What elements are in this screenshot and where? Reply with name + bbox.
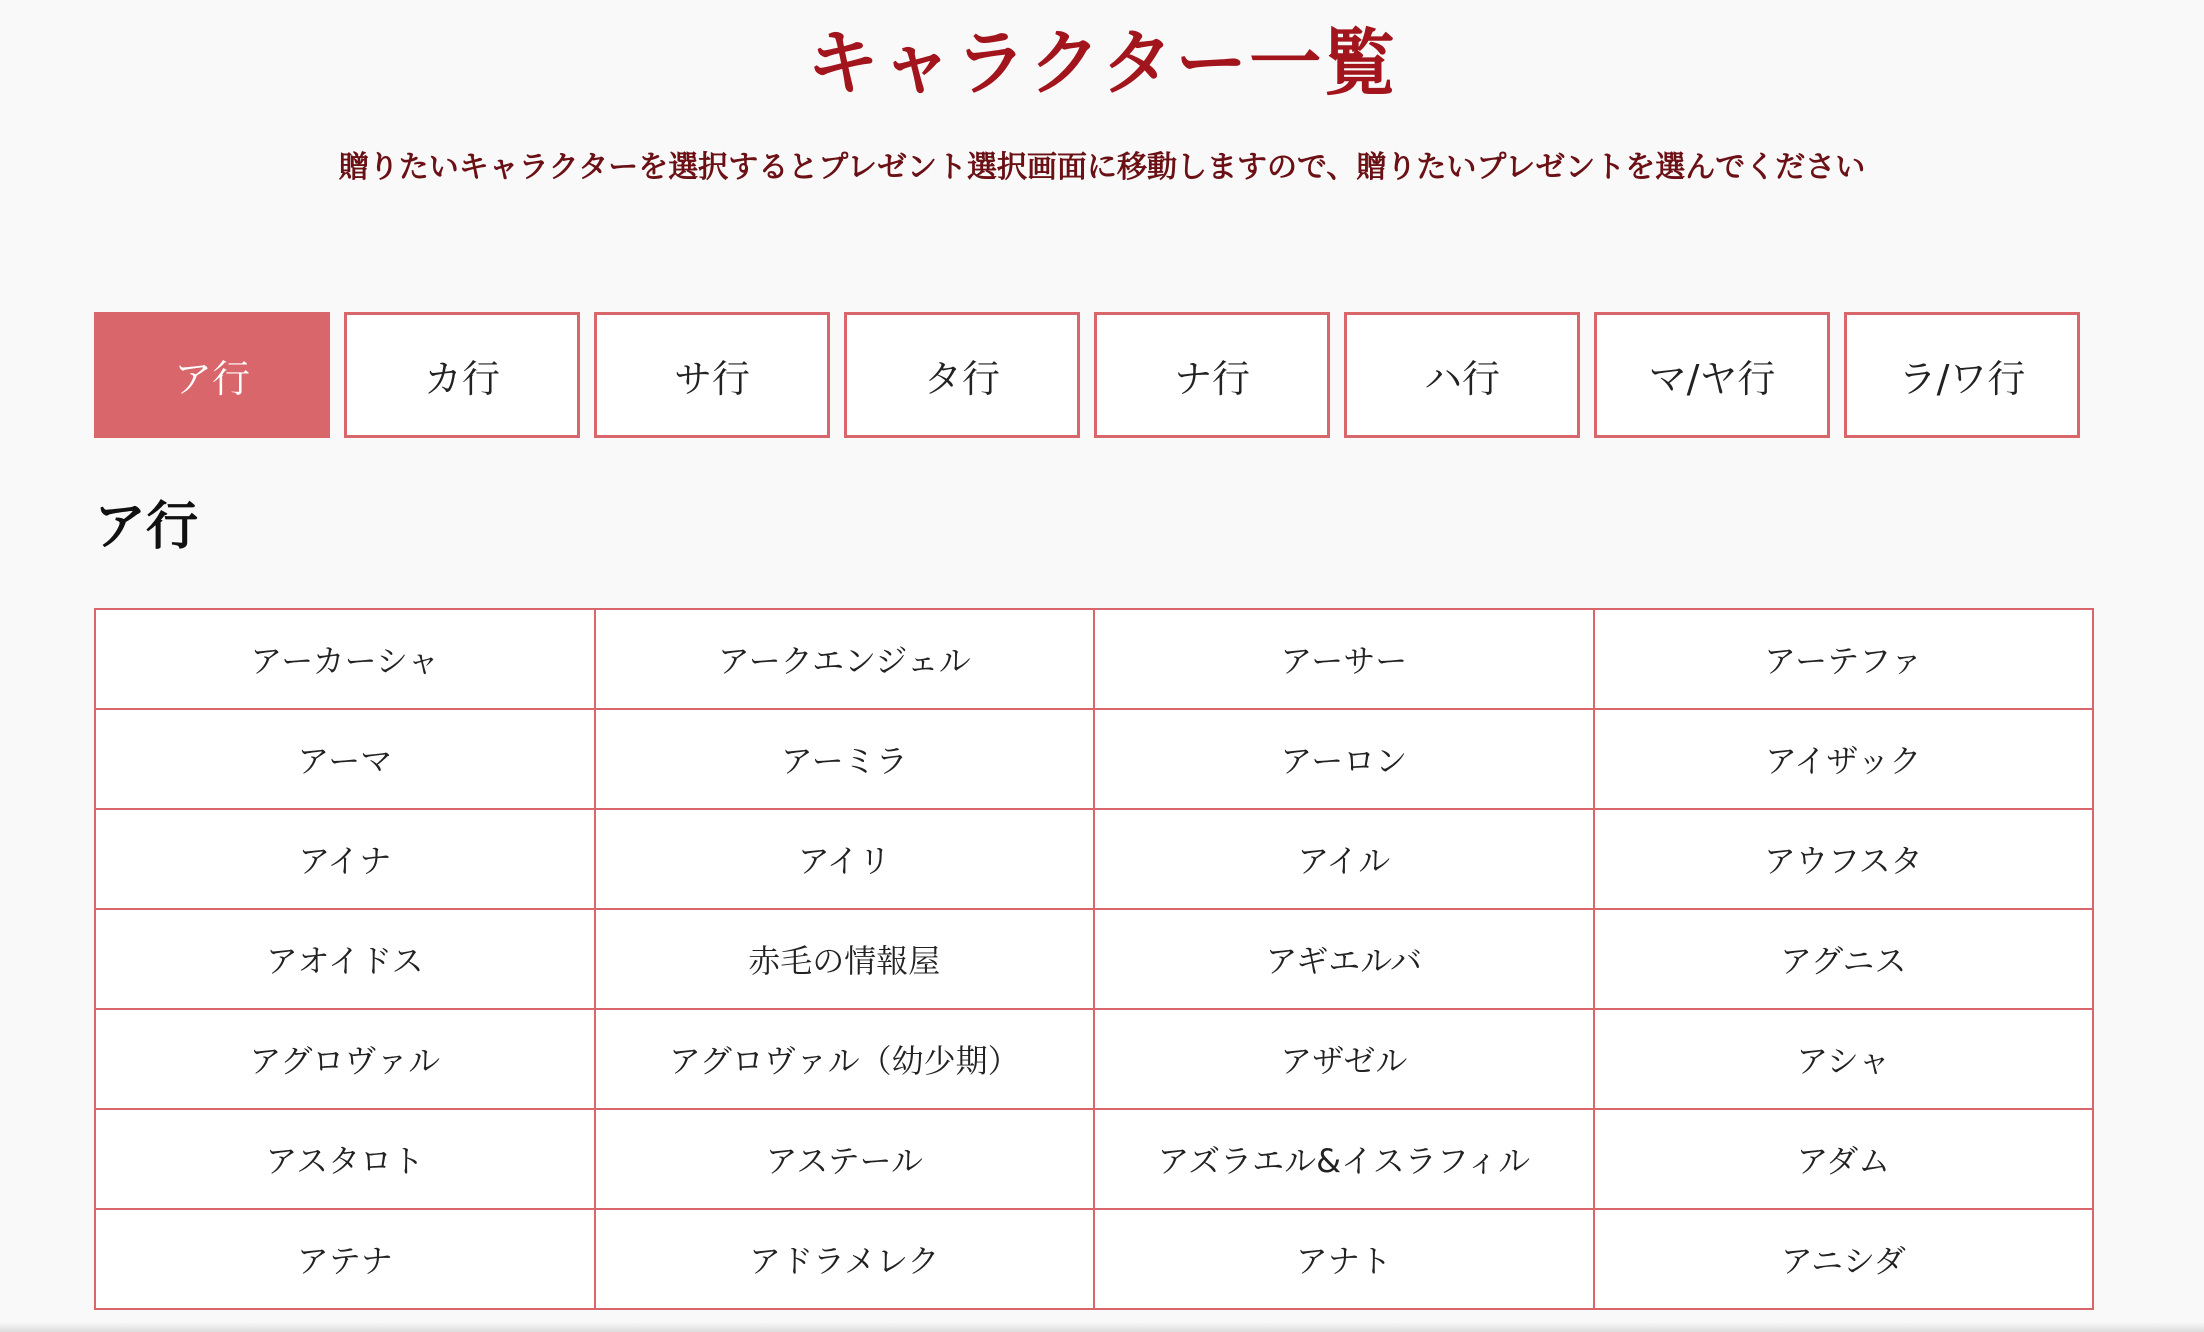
character-cell[interactable]: アグニス — [1594, 909, 2094, 1009]
tab-ma-ya-row[interactable]: マ/ヤ行 — [1594, 312, 1830, 438]
character-cell[interactable]: アステール — [595, 1109, 1095, 1209]
page-title: キャラクター一覧 — [806, 20, 1398, 105]
table-row — [95, 909, 2093, 1009]
character-cell[interactable]: アーマ — [95, 709, 595, 809]
character-cell[interactable]: アテナ — [95, 1209, 595, 1309]
character-cell[interactable]: アシャ — [1594, 1009, 2094, 1109]
table-row — [95, 809, 2093, 909]
section-heading: ア行 — [94, 497, 199, 557]
character-cell[interactable]: アーロン — [1094, 709, 1594, 809]
table-row — [95, 1109, 2093, 1209]
tab-a-row[interactable]: ア行 — [94, 312, 330, 438]
character-cell[interactable]: アギエルバ — [1094, 909, 1594, 1009]
character-cell[interactable]: アーカーシャ — [95, 609, 595, 709]
character-cell[interactable]: アイナ — [95, 809, 595, 909]
tab-ha-row[interactable]: ハ行 — [1344, 312, 1580, 438]
character-cell[interactable]: アーサー — [1094, 609, 1594, 709]
character-cell[interactable]: アークエンジェル — [595, 609, 1095, 709]
character-cell[interactable]: アズラエル&イスラフィル — [1094, 1109, 1594, 1209]
character-cell[interactable]: アイザック — [1594, 709, 2094, 809]
table-row — [95, 1209, 2093, 1309]
table-row — [95, 609, 2093, 709]
table-row — [95, 1009, 2093, 1109]
character-cell[interactable]: アスタロト — [95, 1109, 595, 1209]
character-cell[interactable]: アーテファ — [1594, 609, 2094, 709]
tab-na-row[interactable]: ナ行 — [1094, 312, 1330, 438]
character-cell[interactable]: アダム — [1594, 1109, 2094, 1209]
character-cell[interactable]: アイリ — [595, 809, 1095, 909]
character-cell[interactable]: 赤毛の情報屋 — [595, 909, 1095, 1009]
character-cell[interactable]: アーミラ — [595, 709, 1095, 809]
bottom-scroll-shadow — [0, 1322, 2204, 1332]
character-cell[interactable]: アナト — [1094, 1209, 1594, 1309]
character-cell[interactable]: アウフスタ — [1594, 809, 2094, 909]
character-cell[interactable]: アグロヴァル — [95, 1009, 595, 1109]
character-cell[interactable]: アニシダ — [1594, 1209, 2094, 1309]
character-cell[interactable]: アドラメレク — [595, 1209, 1095, 1309]
table-row — [95, 709, 2093, 809]
tab-sa-row[interactable]: サ行 — [594, 312, 830, 438]
character-cell[interactable]: アオイドス — [95, 909, 595, 1009]
tab-ka-row[interactable]: カ行 — [344, 312, 580, 438]
character-cell[interactable]: アグロヴァル（幼少期） — [595, 1009, 1095, 1109]
character-table — [94, 608, 2094, 1310]
tab-ra-wa-row[interactable]: ラ/ワ行 — [1844, 312, 2080, 438]
character-cell[interactable]: アザゼル — [1094, 1009, 1594, 1109]
character-cell[interactable]: アイル — [1094, 809, 1594, 909]
kana-row-tabs — [94, 312, 2094, 438]
page-subtitle: 贈りたいキャラクターを選択するとプレゼント選択画面に移動しますので、贈りたいプレゼントを選んでください — [338, 150, 1866, 185]
tab-ta-row[interactable]: タ行 — [844, 312, 1080, 438]
